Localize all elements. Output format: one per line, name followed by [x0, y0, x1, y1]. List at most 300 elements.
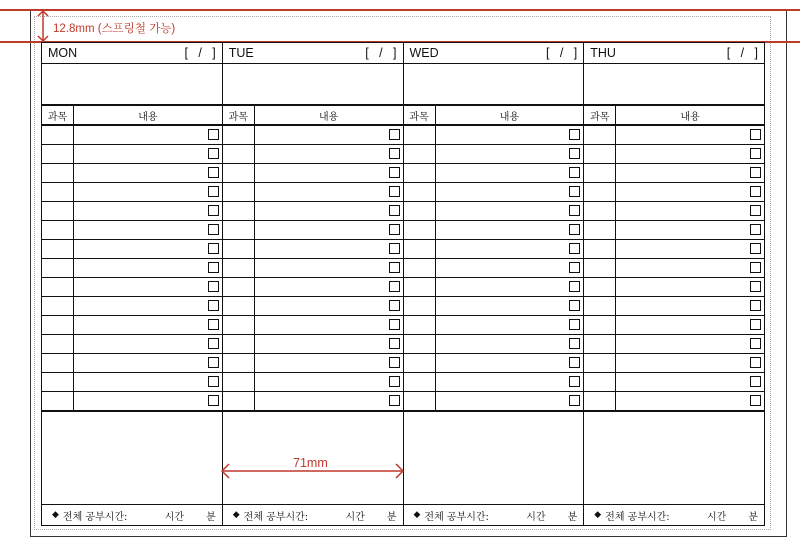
content-cell[interactable] [436, 373, 584, 391]
subject-cell[interactable] [404, 259, 436, 277]
date-field[interactable]: [ / ] [545, 46, 578, 60]
subject-cell[interactable] [42, 392, 74, 410]
margin-arrow-icon [36, 8, 52, 44]
subject-cell[interactable] [584, 126, 616, 144]
done-checkbox[interactable] [389, 281, 400, 292]
task-row [584, 202, 764, 221]
subject-cell[interactable] [223, 297, 255, 315]
task-row [404, 240, 584, 259]
daily-goal-area[interactable] [42, 64, 222, 106]
diamond-icon: ◆ [232, 510, 240, 520]
content-cell[interactable] [255, 240, 403, 258]
subject-cell[interactable] [223, 354, 255, 372]
content-cell[interactable] [74, 240, 222, 258]
subject-cell[interactable] [584, 335, 616, 353]
subject-cell[interactable] [584, 221, 616, 239]
content-cell[interactable] [255, 183, 403, 201]
done-checkbox[interactable] [750, 376, 761, 387]
content-cell[interactable] [255, 297, 403, 315]
task-list [584, 126, 764, 411]
content-cell[interactable] [616, 202, 764, 220]
subject-cell[interactable] [404, 297, 436, 315]
total-study-time [223, 504, 403, 525]
subject-cell[interactable] [223, 164, 255, 182]
content-cell[interactable] [74, 126, 222, 144]
subject-cell[interactable] [223, 240, 255, 258]
task-row [584, 183, 764, 202]
content-cell[interactable] [255, 316, 403, 334]
subject-cell[interactable] [584, 373, 616, 391]
day-header [42, 43, 222, 64]
column-header [584, 106, 764, 126]
day-column [404, 43, 585, 525]
content-cell[interactable] [616, 221, 764, 239]
done-checkbox[interactable] [569, 300, 580, 311]
subject-cell[interactable] [404, 221, 436, 239]
task-list [42, 126, 222, 411]
done-checkbox[interactable] [389, 376, 400, 387]
done-checkbox[interactable] [208, 205, 219, 216]
done-checkbox[interactable] [569, 167, 580, 178]
content-cell[interactable] [74, 183, 222, 201]
task-row [584, 126, 764, 145]
done-checkbox[interactable] [569, 129, 580, 140]
done-checkbox[interactable] [750, 129, 761, 140]
content-cell[interactable] [436, 392, 584, 410]
day-name: MON [48, 46, 78, 60]
done-checkbox[interactable] [208, 300, 219, 311]
content-header: 내용 [499, 111, 520, 123]
content-cell[interactable] [436, 354, 584, 372]
subject-cell[interactable] [404, 126, 436, 144]
task-row [223, 297, 403, 316]
day-column [42, 43, 223, 525]
done-checkbox[interactable] [569, 224, 580, 235]
subject-cell[interactable] [404, 392, 436, 410]
done-checkbox[interactable] [389, 167, 400, 178]
weekly-planner [41, 42, 765, 526]
content-header: 내용 [680, 111, 700, 123]
done-checkbox[interactable] [750, 262, 761, 273]
content-cell[interactable] [616, 335, 764, 353]
subject-cell[interactable] [404, 354, 436, 372]
content-cell[interactable] [255, 221, 403, 239]
subject-cell[interactable] [584, 202, 616, 220]
subject-cell[interactable] [404, 278, 436, 296]
done-checkbox[interactable] [208, 148, 219, 159]
subject-cell[interactable] [42, 278, 74, 296]
total-study-time [42, 504, 222, 525]
task-row [584, 164, 764, 183]
content-cell[interactable] [255, 373, 403, 391]
subject-cell[interactable] [42, 373, 74, 391]
task-row [42, 202, 222, 221]
task-row [404, 126, 584, 145]
done-checkbox[interactable] [750, 319, 761, 330]
content-cell[interactable] [616, 259, 764, 277]
subject-cell[interactable] [584, 145, 616, 163]
subject-cell[interactable] [584, 183, 616, 201]
done-checkbox[interactable] [389, 300, 400, 311]
done-checkbox[interactable] [208, 281, 219, 292]
done-checkbox[interactable] [208, 224, 219, 235]
subject-cell[interactable] [223, 145, 255, 163]
content-header: 내용 [138, 111, 158, 123]
subject-cell[interactable] [584, 297, 616, 315]
content-cell[interactable] [74, 316, 222, 334]
task-row [404, 259, 584, 278]
subject-cell[interactable] [42, 221, 74, 239]
done-checkbox[interactable] [750, 357, 761, 368]
done-checkbox[interactable] [389, 224, 400, 235]
done-checkbox[interactable] [750, 186, 761, 197]
task-row [584, 316, 764, 335]
subject-cell[interactable] [42, 164, 74, 182]
margin-guide-top [0, 9, 800, 11]
date-field[interactable]: [ / ] [726, 46, 758, 60]
done-checkbox[interactable] [569, 395, 580, 406]
content-cell[interactable] [616, 183, 764, 201]
day-header [584, 43, 764, 64]
done-checkbox[interactable] [389, 243, 400, 254]
subject-cell[interactable] [584, 392, 616, 410]
subject-cell[interactable] [223, 183, 255, 201]
subject-cell[interactable] [42, 145, 74, 163]
subject-cell[interactable] [223, 126, 255, 144]
content-cell[interactable] [255, 164, 403, 182]
subject-cell[interactable] [42, 259, 74, 277]
diamond-icon: ◆ [594, 510, 602, 520]
content-cell[interactable] [74, 164, 222, 182]
date-field[interactable]: [ / ] [184, 46, 216, 60]
subject-cell[interactable] [404, 183, 436, 201]
minute-unit[interactable]: 분 [206, 511, 216, 523]
content-cell[interactable] [74, 202, 222, 220]
done-checkbox[interactable] [569, 319, 580, 330]
content-cell[interactable] [436, 202, 584, 220]
hour-unit[interactable]: 시간 [345, 511, 365, 523]
task-row [42, 126, 222, 145]
task-row [584, 392, 764, 411]
notes-area[interactable] [404, 412, 584, 525]
subject-cell[interactable] [42, 354, 74, 372]
content-cell[interactable] [74, 297, 222, 315]
done-checkbox[interactable] [750, 243, 761, 254]
task-row [42, 259, 222, 278]
done-checkbox[interactable] [208, 167, 219, 178]
content-cell[interactable] [616, 240, 764, 258]
subject-cell[interactable] [42, 335, 74, 353]
task-row [404, 373, 584, 392]
task-row [584, 297, 764, 316]
content-cell[interactable] [74, 373, 222, 391]
done-checkbox[interactable] [569, 338, 580, 349]
daily-goal-area[interactable] [223, 64, 403, 106]
content-cell[interactable] [74, 354, 222, 372]
content-cell[interactable] [436, 164, 584, 182]
done-checkbox[interactable] [569, 148, 580, 159]
task-row [223, 221, 403, 240]
total-label: 전체 공부시간: [243, 511, 309, 523]
subject-cell[interactable] [42, 183, 74, 201]
day-header [223, 43, 403, 64]
done-checkbox[interactable] [569, 357, 580, 368]
minute-unit[interactable]: 분 [386, 511, 397, 523]
total-study-time [584, 504, 764, 525]
subject-cell[interactable] [42, 316, 74, 334]
content-cell[interactable] [616, 316, 764, 334]
subject-cell[interactable] [223, 316, 255, 334]
day-column [584, 43, 764, 525]
minute-unit[interactable]: 분 [748, 511, 758, 523]
subject-cell[interactable] [42, 126, 74, 144]
task-row [223, 164, 403, 183]
total-label: 전체 공부시간: [62, 511, 128, 523]
done-checkbox[interactable] [389, 338, 400, 349]
done-checkbox[interactable] [750, 205, 761, 216]
task-row [223, 183, 403, 202]
content-cell[interactable] [74, 259, 222, 277]
notes-area[interactable] [584, 412, 764, 525]
done-checkbox[interactable] [208, 243, 219, 254]
subject-cell[interactable] [584, 278, 616, 296]
daily-goal-area[interactable] [584, 64, 764, 106]
hour-unit[interactable]: 시간 [164, 511, 185, 523]
done-checkbox[interactable] [389, 148, 400, 159]
task-row [223, 278, 403, 297]
done-checkbox[interactable] [750, 224, 761, 235]
task-row [584, 373, 764, 392]
content-cell[interactable] [74, 145, 222, 163]
subject-cell[interactable] [404, 373, 436, 391]
content-cell[interactable] [255, 278, 403, 296]
content-cell[interactable] [74, 392, 222, 410]
subject-cell[interactable] [404, 202, 436, 220]
task-row [223, 354, 403, 373]
content-cell[interactable] [616, 278, 764, 296]
content-cell[interactable] [616, 164, 764, 182]
subject-cell[interactable] [223, 202, 255, 220]
task-row [584, 259, 764, 278]
subject-cell[interactable] [223, 392, 255, 410]
done-checkbox[interactable] [389, 129, 400, 140]
content-cell[interactable] [74, 278, 222, 296]
content-cell[interactable] [255, 126, 403, 144]
subject-cell[interactable] [404, 164, 436, 182]
content-cell[interactable] [436, 335, 584, 353]
task-row [223, 126, 403, 145]
task-row [404, 316, 584, 335]
task-row [42, 373, 222, 392]
subject-header: 과목 [404, 106, 436, 124]
subject-cell[interactable] [223, 373, 255, 391]
subject-cell[interactable] [223, 221, 255, 239]
subject-cell[interactable] [42, 202, 74, 220]
task-row [584, 354, 764, 373]
done-checkbox[interactable] [208, 262, 219, 273]
subject-cell[interactable] [404, 240, 436, 258]
done-checkbox[interactable] [750, 281, 761, 292]
done-checkbox[interactable] [208, 357, 219, 368]
task-row [223, 202, 403, 221]
subject-cell[interactable] [42, 240, 74, 258]
content-cell[interactable] [255, 145, 403, 163]
content-cell[interactable] [436, 278, 584, 296]
done-checkbox[interactable] [208, 129, 219, 140]
task-row [404, 335, 584, 354]
task-row [404, 164, 584, 183]
task-row [42, 278, 222, 297]
content-cell[interactable] [74, 221, 222, 239]
task-row [584, 145, 764, 164]
day-name: WED [409, 46, 439, 60]
column-header [42, 106, 222, 126]
day-column [223, 43, 404, 525]
done-checkbox[interactable] [750, 167, 761, 178]
task-row [42, 335, 222, 354]
day-name: TUE [228, 46, 254, 60]
task-row [404, 354, 584, 373]
content-cell[interactable] [255, 354, 403, 372]
done-checkbox[interactable] [208, 395, 219, 406]
content-cell[interactable] [616, 297, 764, 315]
hour-unit[interactable]: 시간 [707, 511, 727, 523]
done-checkbox[interactable] [208, 338, 219, 349]
task-row [42, 297, 222, 316]
content-cell[interactable] [616, 392, 764, 410]
content-cell[interactable] [255, 259, 403, 277]
done-checkbox[interactable] [569, 205, 580, 216]
content-cell[interactable] [255, 392, 403, 410]
subject-header: 과목 [42, 106, 74, 124]
subject-header: 과목 [223, 106, 255, 124]
done-checkbox[interactable] [569, 262, 580, 273]
task-row [404, 145, 584, 164]
content-cell[interactable] [74, 335, 222, 353]
content-cell[interactable] [616, 354, 764, 372]
content-cell[interactable] [436, 145, 584, 163]
done-checkbox[interactable] [750, 395, 761, 406]
task-row [404, 297, 584, 316]
content-cell[interactable] [255, 335, 403, 353]
content-cell[interactable] [436, 240, 584, 258]
task-row [584, 278, 764, 297]
date-field[interactable]: [ / ] [365, 46, 397, 60]
subject-cell[interactable] [223, 278, 255, 296]
subject-cell[interactable] [584, 240, 616, 258]
content-cell[interactable] [616, 145, 764, 163]
notes-area[interactable] [42, 412, 222, 525]
day-name: THU [590, 46, 616, 60]
task-row [223, 316, 403, 335]
total-label: 전체 공부시간: [424, 511, 489, 523]
done-checkbox[interactable] [208, 186, 219, 197]
task-row [42, 316, 222, 335]
content-cell[interactable] [616, 373, 764, 391]
task-row [42, 145, 222, 164]
content-cell[interactable] [255, 202, 403, 220]
content-cell[interactable] [436, 221, 584, 239]
diamond-icon: ◆ [413, 510, 421, 520]
task-row [42, 354, 222, 373]
done-checkbox[interactable] [569, 281, 580, 292]
content-cell[interactable] [436, 126, 584, 144]
task-row [223, 259, 403, 278]
content-cell[interactable] [436, 297, 584, 315]
task-row [42, 240, 222, 259]
subject-cell[interactable] [223, 259, 255, 277]
done-checkbox[interactable] [569, 186, 580, 197]
done-checkbox[interactable] [389, 357, 400, 368]
content-cell[interactable] [616, 126, 764, 144]
subject-cell[interactable] [223, 335, 255, 353]
done-checkbox[interactable] [569, 243, 580, 254]
done-checkbox[interactable] [750, 148, 761, 159]
done-checkbox[interactable] [208, 376, 219, 387]
daily-goal-area[interactable] [404, 64, 584, 106]
subject-cell[interactable] [584, 164, 616, 182]
total-study-time [404, 504, 584, 525]
subject-cell[interactable] [404, 145, 436, 163]
task-row [404, 183, 584, 202]
subject-cell[interactable] [584, 259, 616, 277]
hour-unit[interactable]: 시간 [526, 511, 546, 523]
subject-cell[interactable] [404, 335, 436, 353]
task-row [42, 183, 222, 202]
task-list [404, 126, 584, 411]
task-row [404, 392, 584, 411]
content-cell[interactable] [436, 259, 584, 277]
done-checkbox[interactable] [208, 319, 219, 330]
diamond-icon: ◆ [52, 510, 59, 520]
task-row [223, 145, 403, 164]
task-row [404, 278, 584, 297]
content-header: 내용 [318, 111, 339, 123]
content-cell[interactable] [436, 316, 584, 334]
done-checkbox[interactable] [569, 376, 580, 387]
column-header [404, 106, 584, 126]
task-list [223, 126, 403, 411]
done-checkbox[interactable] [389, 319, 400, 330]
subject-cell[interactable] [584, 316, 616, 334]
task-row [404, 202, 584, 221]
done-checkbox[interactable] [389, 262, 400, 273]
task-row [404, 221, 584, 240]
task-row [223, 240, 403, 259]
content-cell[interactable] [436, 183, 584, 201]
total-label: 전체 공부시간: [605, 511, 670, 523]
task-row [42, 392, 222, 411]
margin-note: 12.8mm (스프링철 가능) [53, 23, 176, 35]
subject-cell[interactable] [404, 316, 436, 334]
done-checkbox[interactable] [389, 395, 400, 406]
done-checkbox[interactable] [389, 205, 400, 216]
subject-header: 과목 [584, 106, 616, 124]
done-checkbox[interactable] [750, 338, 761, 349]
task-row [42, 221, 222, 240]
task-row [223, 392, 403, 411]
task-row [223, 335, 403, 354]
subject-cell[interactable] [42, 297, 74, 315]
subject-cell[interactable] [584, 354, 616, 372]
done-checkbox[interactable] [389, 186, 400, 197]
day-header [404, 43, 584, 64]
minute-unit[interactable]: 분 [567, 511, 578, 523]
task-row [223, 373, 403, 392]
task-row [584, 221, 764, 240]
task-row [584, 335, 764, 354]
done-checkbox[interactable] [750, 300, 761, 311]
